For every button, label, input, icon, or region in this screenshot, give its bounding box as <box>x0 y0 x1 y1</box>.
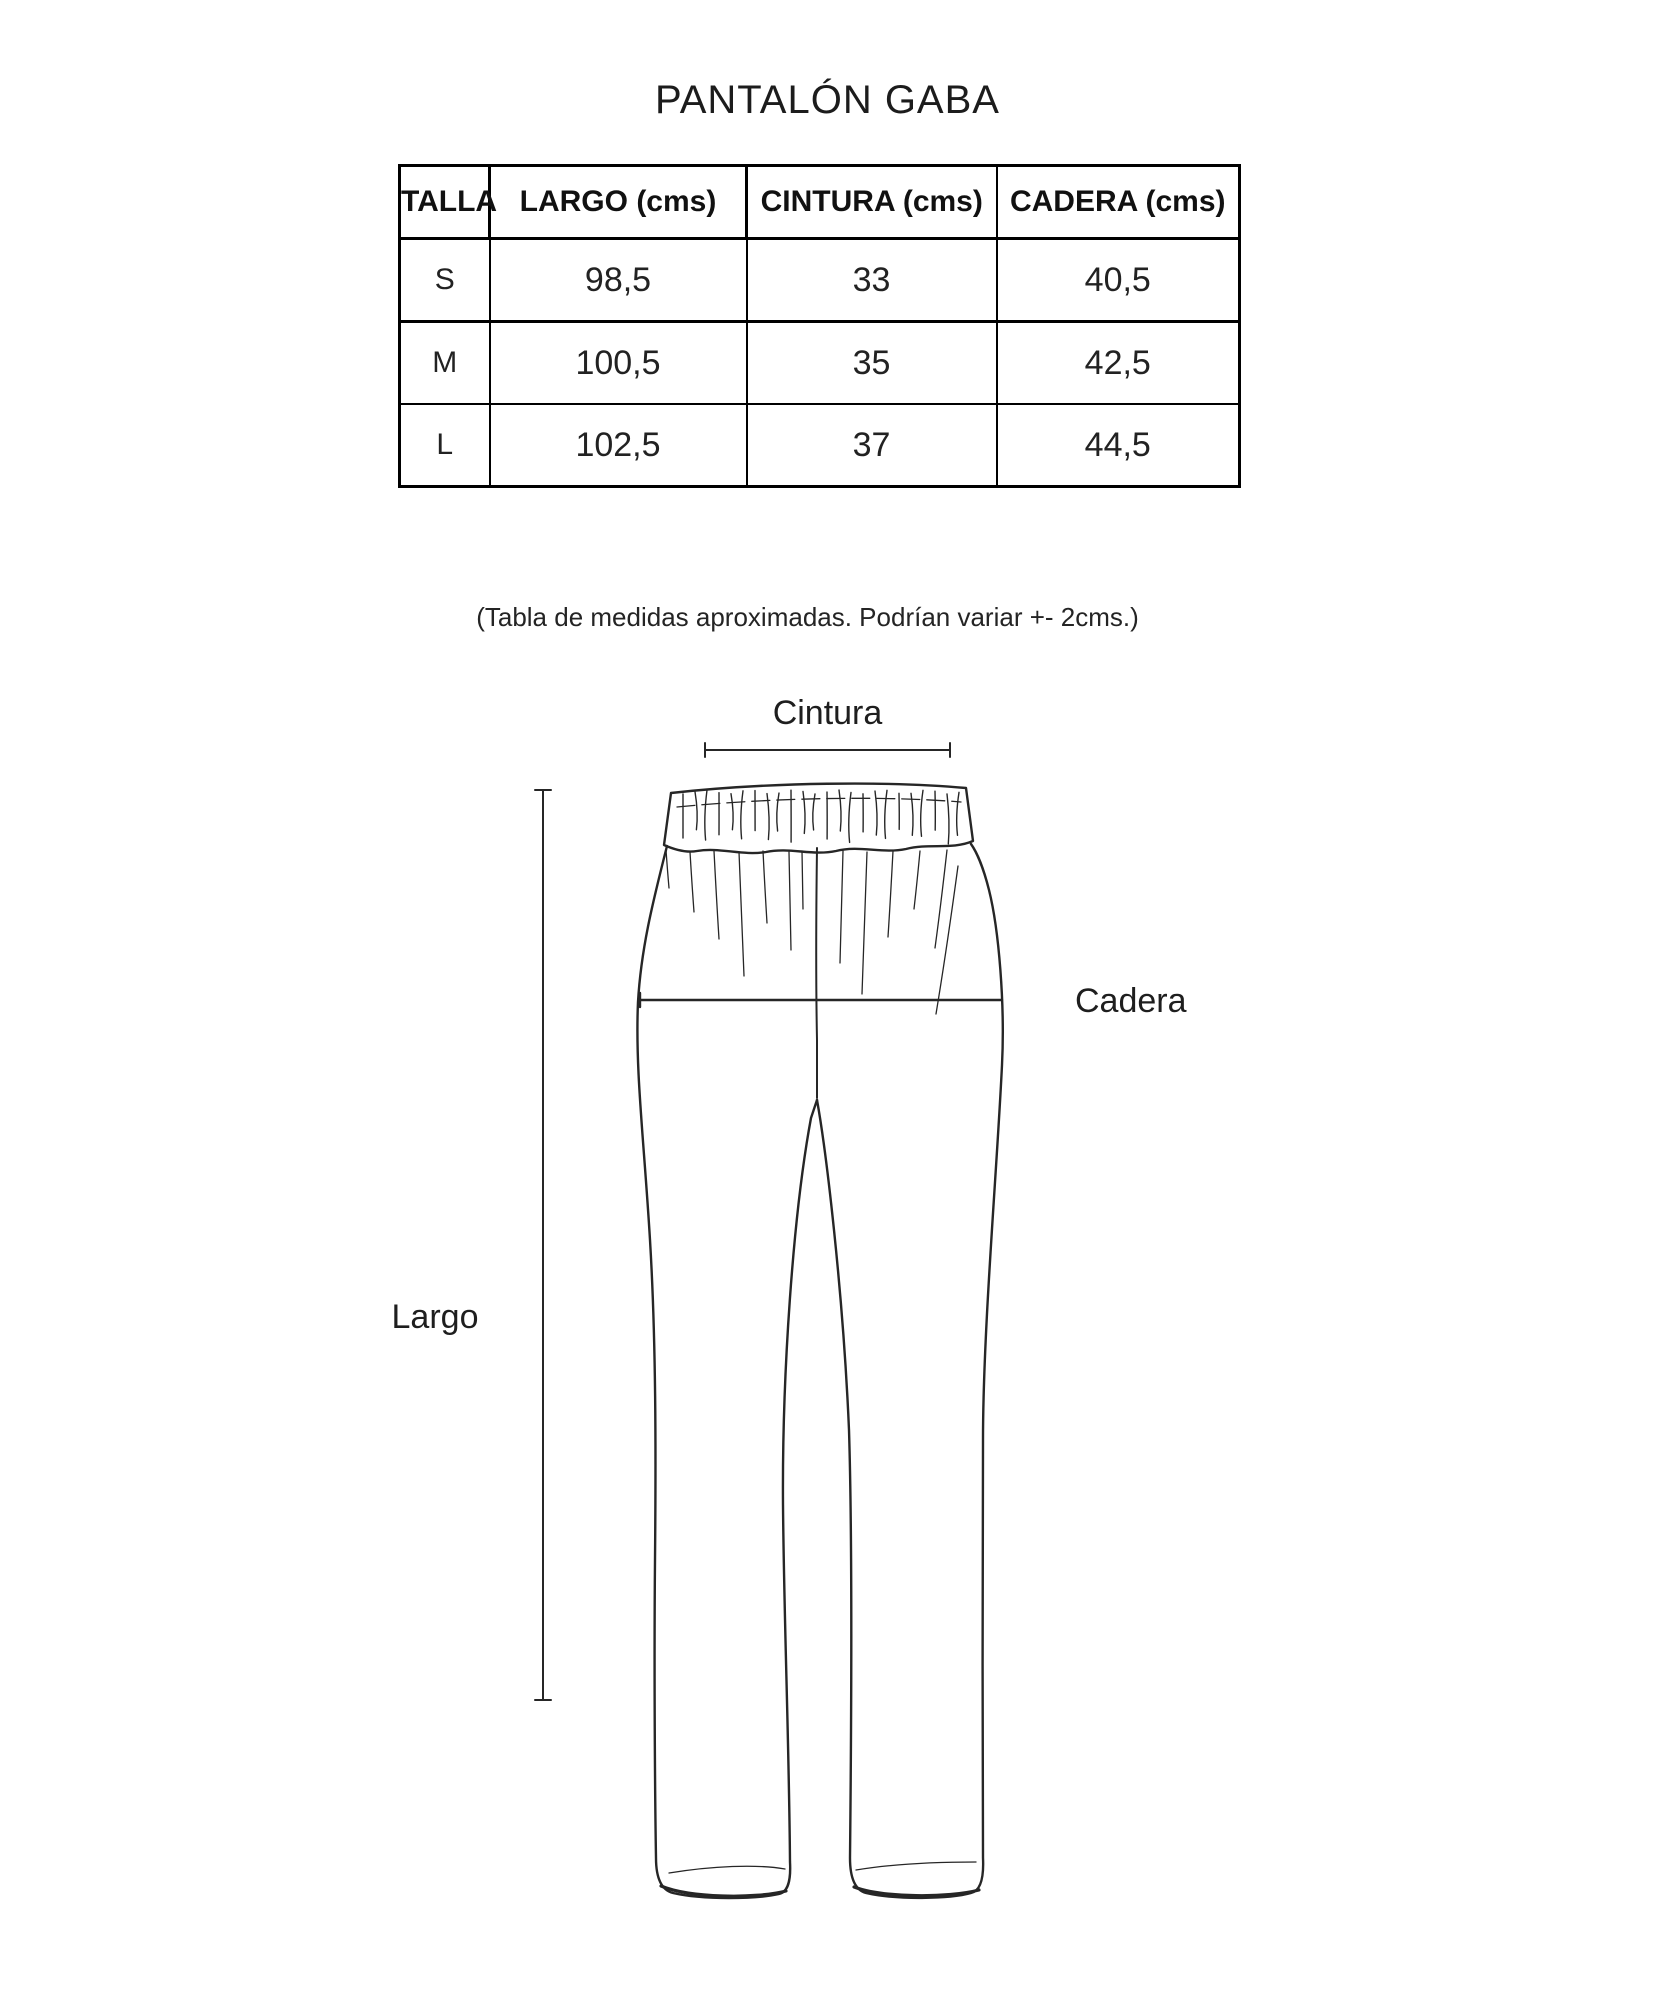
cell-cintura-s: 33 <box>747 239 997 322</box>
cell-cadera-s: 40,5 <box>997 239 1240 322</box>
col-header-cadera: CADERA (cms) <box>997 166 1240 239</box>
fabric-wrinkle-lines <box>666 850 958 1014</box>
hip-label: Cadera <box>1075 982 1187 1020</box>
length-label: Largo <box>391 1298 479 1336</box>
waist-measure-line <box>705 743 950 757</box>
waist-label: Cintura <box>772 694 883 732</box>
col-header-largo: LARGO (cms) <box>490 166 747 239</box>
cell-talla-s: S <box>400 239 490 322</box>
cell-cadera-m: 42,5 <box>997 322 1240 405</box>
measurement-note: (Tabla de medidas aproximadas. Podrían variar +- 2cms.) <box>476 602 1139 632</box>
hem-details <box>661 1862 979 1896</box>
hip-measure-line <box>640 993 1002 1007</box>
center-front-seam <box>816 848 817 1098</box>
length-measure-line <box>535 790 551 1700</box>
cell-largo-s: 98,5 <box>490 239 747 322</box>
cell-largo-l: 102,5 <box>490 404 747 487</box>
cell-cintura-m: 35 <box>747 322 997 405</box>
col-header-talla: TALLA <box>400 166 490 239</box>
col-header-cintura: CINTURA (cms) <box>747 166 997 239</box>
cell-talla-l: L <box>400 404 490 487</box>
cell-cadera-l: 44,5 <box>997 404 1240 487</box>
page-title: PANTALÓN GABA <box>655 78 1000 122</box>
waistband <box>664 784 973 853</box>
cell-cintura-l: 37 <box>747 404 997 487</box>
pants-outline <box>637 844 1002 1898</box>
cell-talla-m: M <box>400 322 490 405</box>
waistband-gather-lines <box>683 790 959 844</box>
cell-largo-m: 100,5 <box>490 322 747 405</box>
